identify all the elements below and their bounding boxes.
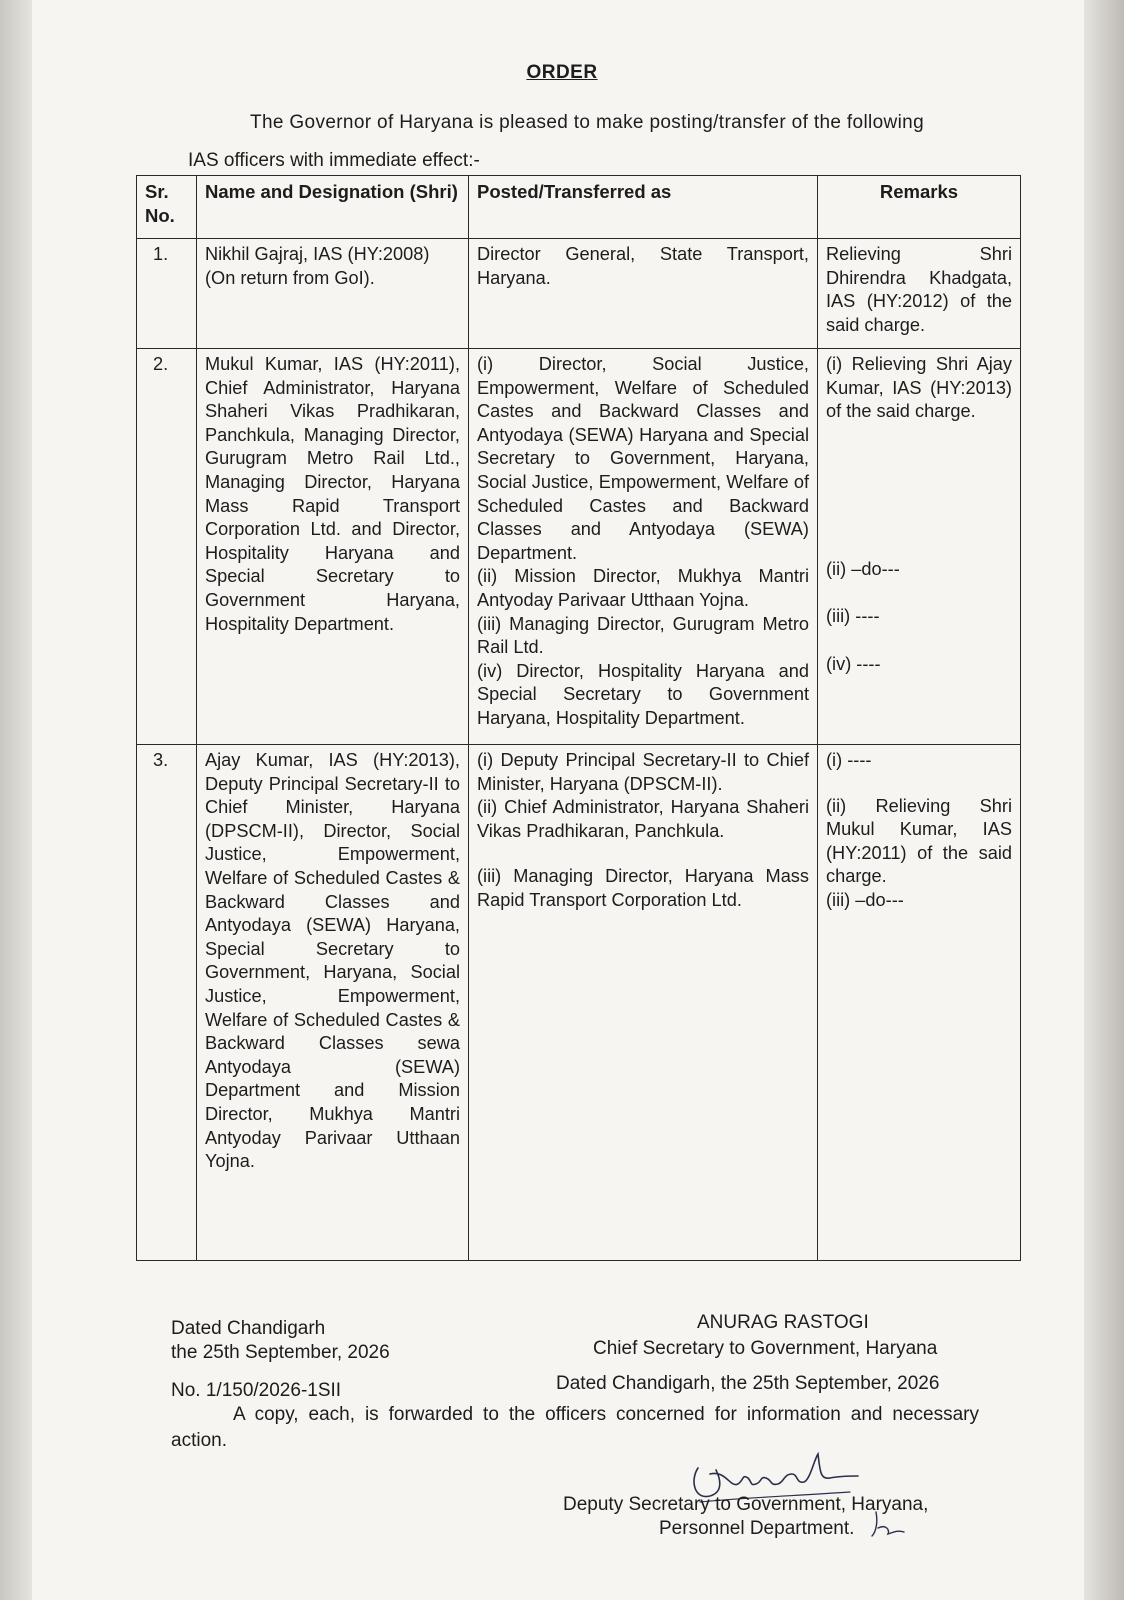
row-3-posted-i: (i) Deputy Principal Secretary-II to Chief Minister, Haryana (DPSCM-II). (477, 750, 809, 794)
order-number: No. 1/150/2026-1SII (171, 1380, 342, 1401)
header-name-designation: Name and Designation (Shri) (197, 176, 469, 239)
table-row (137, 349, 1021, 745)
row-3-remarks-i: (i) ---- (826, 750, 872, 770)
row-2-posted-ii: (ii) Mission Director, Mukhya Mantri Antyoday Parivaar Utthaan Yojna. (477, 566, 809, 610)
table-row (137, 745, 1021, 1261)
signatory-name: ANURAG RASTOGI (697, 1312, 869, 1333)
copy-forwarded-text: A copy, each, is forwarded to the officers concerned for information and necessary action. (171, 1404, 979, 1451)
row-1-posted-text: Director General, State Transport, Haryana. (477, 244, 809, 288)
order-title: ORDER (526, 62, 598, 83)
left-date-line-1: Dated Chandigarh (171, 1318, 326, 1339)
row-3-remarks-iii: (iii) –do--- (826, 889, 904, 910)
row-1-name-text: Nikhil Gajraj, IAS (HY:2008) (205, 244, 430, 264)
row-3-posted-iii: (iii) Managing Director, Haryana Mass Rapid Transport Corporation Ltd. (477, 866, 809, 910)
row-2-posted-i: (i) Director, Social Justice, Empowerment, Welfare of Scheduled Castes and Backward Classes and Antyodaya (SEWA) Haryana and Special Secretary to Government, Haryana, Social Justice, Empowerment, Welfare of Scheduled Castes and Backward Classes and Antyodaya (SEWA) Department. (477, 354, 809, 563)
intro-line-1: The Governor of Haryana is pleased to make posting/transfer of the following (250, 112, 925, 133)
row-3-posted (469, 745, 818, 1261)
row-2-remarks-i: (i) Relieving Shri Ajay Kumar, IAS (HY:2013) of the said charge. (826, 354, 1012, 422)
header-sr-no: Sr. No. (137, 176, 197, 239)
row-3-remarks (818, 745, 1021, 1261)
row-2-name-text: Mukul Kumar, IAS (HY:2011), Chief Administrator, Haryana Shaheri Vikas Pradhikaran, Panchkula, Managing Director, Gurugram Metro Rail Ltd., Managing Director, Haryana Mass Rapid Transport Corporation Ltd. and Director, Hospitality Haryana and Special Secretary to Government Haryana, Hospitality Department. (205, 354, 460, 634)
signatory-title: Chief Secretary to Government, Haryana (593, 1338, 938, 1359)
row-2-remarks-iii: (iii) ---- (826, 606, 880, 627)
posting-table (136, 175, 1021, 1261)
right-date-line: Dated Chandigarh, the 25th September, 2026 (556, 1373, 940, 1394)
row-1-remarks (818, 239, 1021, 349)
page-left-edge (0, 0, 32, 1600)
page-right-edge (1084, 0, 1124, 1600)
row-2-name (197, 349, 469, 745)
row-2-remarks-ii: (ii) –do--- (826, 558, 900, 579)
deputy-secretary-line-2: Personnel Department. (659, 1518, 855, 1539)
row-1-name-note: (On return from GoI). (205, 267, 375, 288)
header-posted-transferred: Posted/Transferred as (469, 176, 818, 239)
table-header-row (137, 176, 1021, 239)
row-3-sr: 3. (137, 745, 197, 1261)
row-3-name (197, 745, 469, 1261)
header-remarks: Remarks (818, 176, 1021, 239)
row-2-posted-iii: (iii) Managing Director, Gurugram Metro Rail Ltd. (477, 613, 809, 658)
row-1-remarks-text: Relieving Shri Dhirendra Khadgata, IAS (HY:2012) of the said charge. (826, 244, 1012, 335)
initials-mark (868, 1508, 908, 1542)
row-3-remarks-ii: (ii) Relieving Shri Mukul Kumar, IAS (HY:2011) of the said charge. (826, 795, 1012, 887)
row-2-remarks-iv: (iv) ---- (826, 653, 881, 674)
intro-line-2: IAS officers with immediate effect:- (188, 150, 480, 171)
row-1-sr: 1. (137, 239, 197, 349)
row-3-posted-ii: (ii) Chief Administrator, Haryana Shaheri Vikas Pradhikaran, Panchkula. (477, 797, 809, 841)
row-2-remarks (818, 349, 1021, 745)
row-3-name-text: Ajay Kumar, IAS (HY:2013), Deputy Principal Secretary-II to Chief Minister, Haryana (DPSCM-II), Director, Social Justice, Empowerment, Welfare of Scheduled Castes & Backward Classes and Antyodaya (SEWA) Haryana, Special Secretary to Government, Haryana, Social Justice, Empowerment, Welfare of Scheduled Castes & Backward Classes sewa Antyodaya (SEWA) Department and Mission Director, Mukhya Mantri Antyoday Parivaar Utthaan Yojna. (205, 750, 460, 1172)
row-1-name (197, 239, 469, 349)
left-date-line-2: the 25th September, 2026 (171, 1342, 390, 1363)
table-row (137, 239, 1021, 349)
row-1-posted (469, 239, 818, 349)
deputy-secretary-line-1: Deputy Secretary to Government, Haryana, (563, 1494, 929, 1515)
row-2-sr: 2. (137, 349, 197, 745)
row-2-posted (469, 349, 818, 745)
row-2-posted-iv: (iv) Director, Hospitality Haryana and Special Secretary to Government Haryana, Hospitality Department. (477, 660, 809, 728)
